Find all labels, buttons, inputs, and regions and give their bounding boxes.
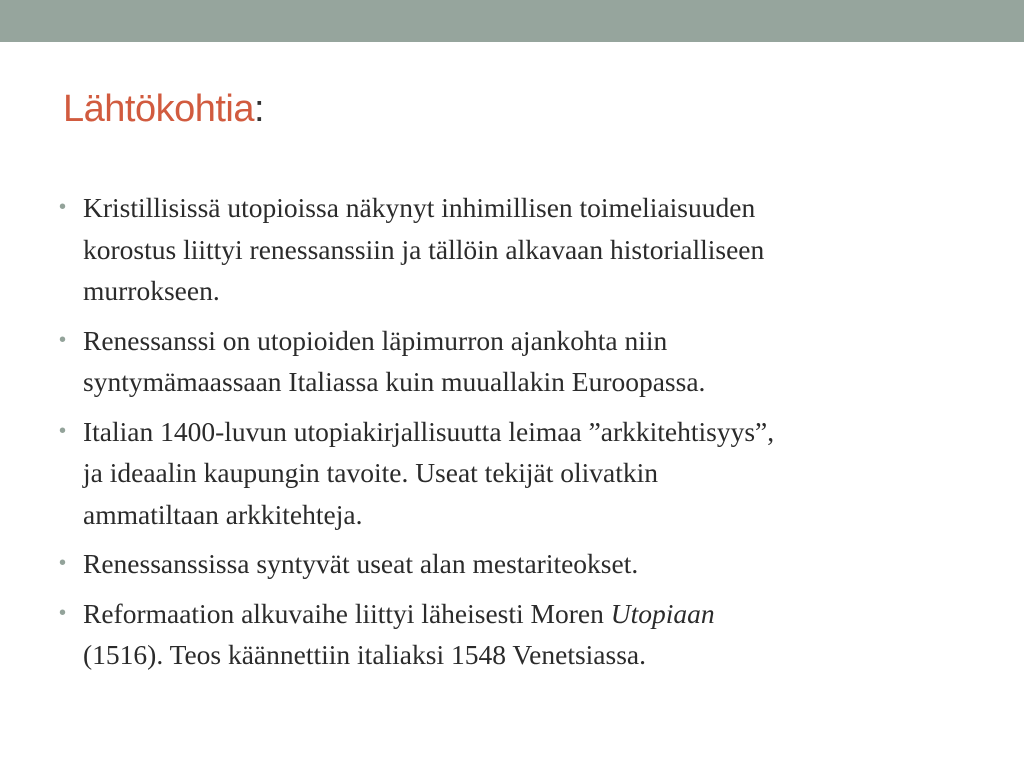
bullet-item-4 bbox=[58, 543, 958, 585]
bullet-1-line-1: Kristillisissä utopioissa näkynyt inhimillisen toimeliaisuuden bbox=[83, 192, 756, 223]
bullet-icon: • bbox=[59, 552, 67, 574]
bullet-icon: • bbox=[59, 196, 67, 218]
slide-title bbox=[63, 88, 264, 131]
bullet-icon: • bbox=[59, 601, 67, 624]
bullet-item-3 bbox=[58, 411, 958, 536]
bullet-1-line-2: korostus liittyi renessanssiin ja tällöin alkavaan historialliseen bbox=[83, 233, 765, 265]
bullet-5-line-2: (1516). Teos käännettiin italiaksi 1548 Venetsiassa. bbox=[83, 639, 646, 670]
bullet-3-line-2: ja ideaalin kaupungin tavoite. Useat tekijät olivatkin bbox=[83, 457, 659, 488]
bullet-icon: • bbox=[59, 328, 67, 351]
bullet-3-line-3: ammatiltaan arkkitehteja. bbox=[83, 498, 363, 530]
top-color-band bbox=[0, 0, 1024, 42]
book-title-utopiaan: Utopiaan bbox=[610, 597, 715, 629]
bullet-5-line-1 bbox=[83, 593, 958, 635]
bullet-item-2 bbox=[58, 320, 958, 403]
slide-title-colon: : bbox=[254, 88, 265, 130]
bullet-2-line-2: syntymämaassaan Italiassa kuin muuallakin Euroopassa. bbox=[83, 366, 706, 397]
bullet-4-line-1: Renessanssissa syntyvät useat alan mestariteokset. bbox=[83, 548, 639, 579]
bullet-1-line-3: murrokseen. bbox=[83, 275, 220, 306]
bullet-5-text: Reformaation alkuvaihe liittyi läheisesti Moren bbox=[83, 597, 611, 629]
bullet-icon: • bbox=[59, 419, 67, 442]
slide-title-text: Lähtökohtia bbox=[63, 88, 254, 130]
bullet-list bbox=[58, 187, 958, 684]
bullet-item-5 bbox=[58, 593, 958, 676]
bullet-2-line-1: Renessanssi on utopioiden läpimurron ajankohta niin bbox=[83, 324, 668, 356]
bullet-item-1 bbox=[58, 187, 958, 312]
bullet-3-line-1: Italian 1400-luvun utopiakirjallisuutta leimaa ”arkkitehtisyys”, bbox=[83, 415, 775, 447]
